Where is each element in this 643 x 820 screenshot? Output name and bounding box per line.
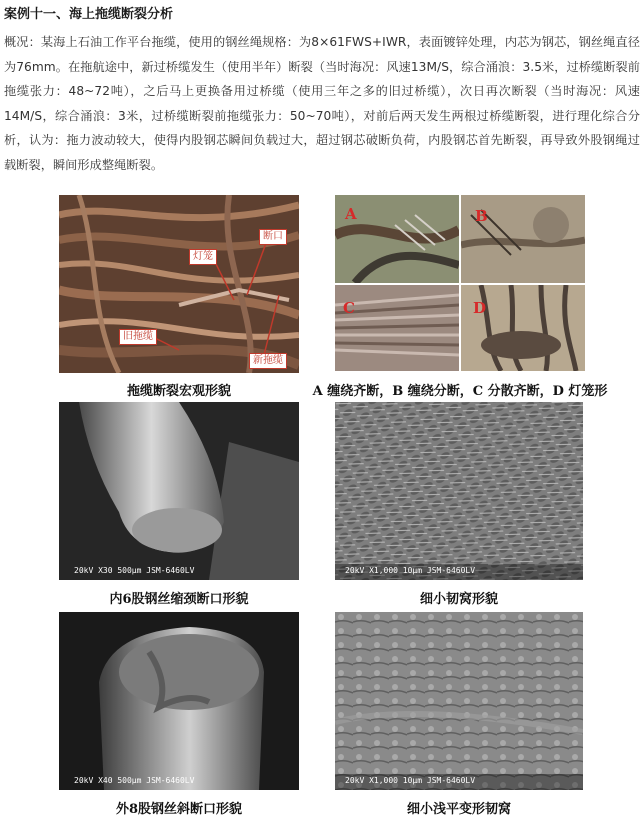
modes-caption: A 缠绕齐断，B 缠绕分断，C 分散齐断，D 灯笼形 — [312, 384, 608, 399]
sem4-caption: 细小浅平变形韧窝 — [406, 802, 511, 817]
sem-shallow-dimples — [335, 612, 583, 790]
label-old-cable: 旧拖缆 — [119, 329, 157, 345]
sem-oblique-fracture — [59, 612, 299, 790]
mode-letter-d: D — [473, 299, 487, 317]
overview-paragraph: 概况：某海上石油工作平台拖缆，使用的钢丝绳规格：为8×61FWS+IWR，表面镀锌处理，内芯为钢芯，钢丝绳直径为76mm。在拖航途中，新过桥缆发生（使用半年）断裂（当时海况：风速13M/S，综合涌浪：3.5米，过桥缆断裂前拖缆张力：48~72吨），之后马上更换备用过桥缆（使用三年之多的旧过桥缆），次日再次断裂（当时海况：风速14M/S，综合涌浪：3米，过桥缆断裂前拖缆张力：50~70吨），对前后两天发生两根过桥缆断裂，进行理化综合分析，认为：拖力波动较大，使得内股钢芯瞬间负载过大，超过钢芯破断负荷，内股钢芯首先断裂，再导致外股钢绳过载断裂，瞬间形成整绳断裂。 — [4, 35, 640, 172]
sem-fine-dimples — [335, 402, 583, 580]
mode-letter-c: C — [343, 299, 355, 317]
case-title: 案例十一、海上拖缆断裂分析 — [4, 7, 174, 22]
sem1-caption: 内6股钢丝缩颈断口形貌 — [109, 592, 249, 607]
macro-caption: 拖缆断裂宏观形貌 — [126, 384, 231, 399]
macro-fracture-photo — [59, 195, 299, 373]
label-new-cable: 新拖缆 — [249, 353, 287, 369]
sem2-scale-text: 20kV X1,000 10μm JSM-6460LV — [345, 566, 476, 575]
label-break: 断口 — [259, 229, 287, 245]
mode-letter-a: A — [345, 205, 357, 223]
mode-photo-a — [335, 195, 459, 283]
mode-photo-d — [461, 285, 585, 371]
mode-photo-b — [461, 195, 585, 283]
sem3-caption: 外8股钢丝斜断口形貌 — [115, 802, 243, 817]
mode-letter-b: B — [475, 207, 488, 225]
sem-neck-fracture — [59, 402, 299, 580]
sem3-scale-text: 20kV X40 500μm JSM-6460LV — [74, 776, 195, 785]
label-lantern: 灯笼 — [189, 249, 217, 265]
mode-photo-c — [335, 285, 459, 371]
sem4-scale-text: 20kV X1,000 10μm JSM-6460LV — [345, 776, 476, 785]
sem1-scale-text: 20kV X30 500μm JSM-6460LV — [74, 566, 195, 575]
sem2-caption: 细小韧窝形貌 — [419, 592, 498, 607]
